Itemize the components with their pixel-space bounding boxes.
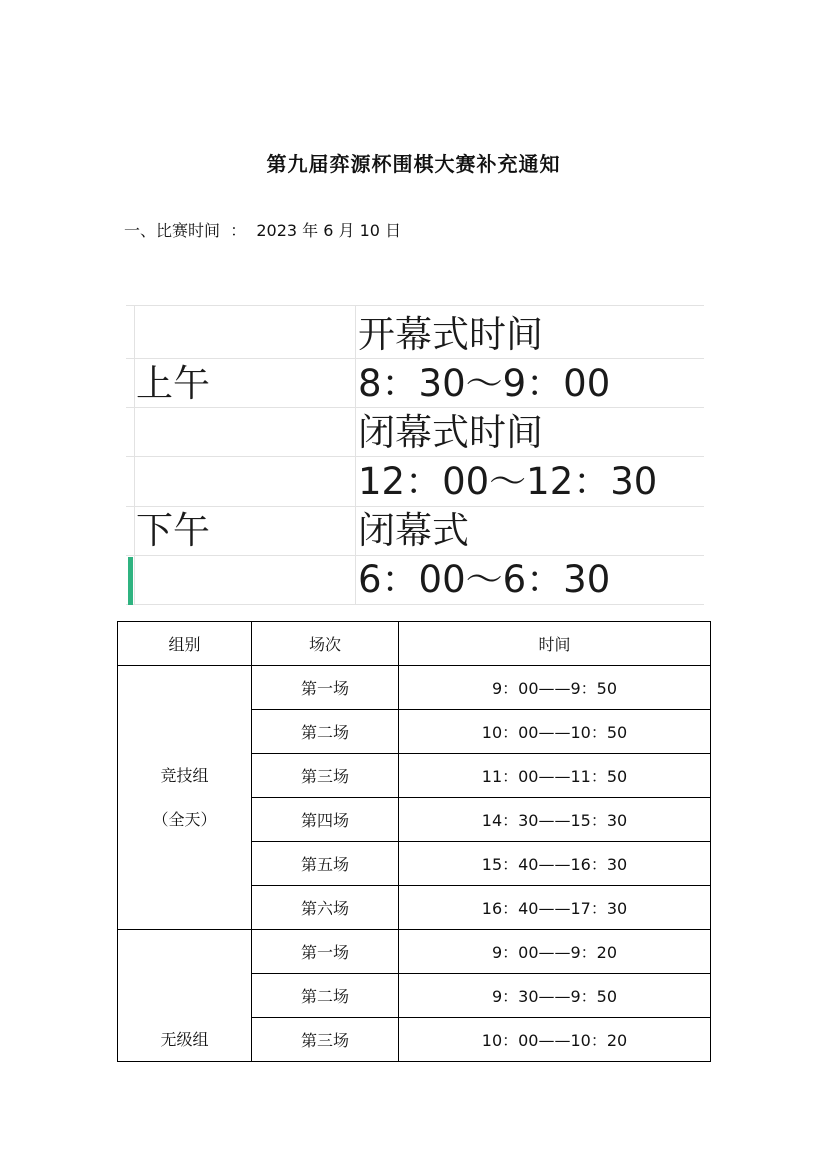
sheet-gridline — [126, 305, 704, 306]
table-header-row — [118, 622, 711, 666]
sheet-gridline — [126, 456, 704, 457]
sheet-closing-label: 闭幕式时间 — [358, 411, 543, 454]
schedule-table — [117, 621, 711, 1062]
sheet-opening-time: 8：30～9：00 — [358, 362, 611, 405]
time-cell: 9：00——9：20 — [399, 930, 711, 974]
sheet-closing-time: 12：00～12：30 — [358, 460, 658, 503]
sheet-gridline — [126, 604, 704, 605]
time-cell: 16：40——17：30 — [399, 886, 711, 930]
session-cell: 第三场 — [252, 1018, 399, 1062]
group-competitive — [118, 666, 252, 930]
section-match-time — [124, 218, 401, 241]
sheet-gridline — [126, 407, 704, 408]
sheet-closing-ceremony-label: 闭幕式 — [358, 509, 469, 552]
sheet-opening-label: 开幕式时间 — [358, 313, 543, 356]
sheet-afternoon-label: 下午 — [136, 509, 210, 552]
time-cell: 11：00——11：50 — [399, 754, 711, 798]
group-name: 竞技组 — [160, 765, 209, 785]
session-cell: 第五场 — [252, 842, 399, 886]
time-cell: 9：30——9：50 — [399, 974, 711, 1018]
header-session: 场次 — [252, 622, 399, 666]
header-time: 时间 — [399, 622, 711, 666]
sheet-gridline — [355, 305, 356, 605]
session-cell: 第二场 — [252, 710, 399, 754]
time-cell: 14：30——15：30 — [399, 798, 711, 842]
time-cell: 10：00——10：50 — [399, 710, 711, 754]
table-row — [118, 930, 711, 974]
sheet-gridline — [126, 358, 704, 359]
session-cell: 第一场 — [252, 666, 399, 710]
time-cell: 15：40——16：30 — [399, 842, 711, 886]
group-note: （全天） — [152, 809, 217, 829]
section-separator: ： — [230, 221, 247, 240]
time-cell: 9：00——9：50 — [399, 666, 711, 710]
group-unranked — [118, 930, 252, 1062]
table-row — [118, 666, 711, 710]
section-date: 2023 年 6 月 10 日 — [256, 221, 402, 240]
sheet-morning-label: 上午 — [136, 362, 210, 405]
time-sheet-image — [126, 305, 704, 605]
sheet-gridline — [126, 506, 704, 507]
sheet-selection-marker — [128, 557, 133, 605]
session-cell: 第三场 — [252, 754, 399, 798]
section-label: 一、比赛时间 — [124, 221, 221, 240]
session-cell: 第一场 — [252, 930, 399, 974]
session-cell: 第二场 — [252, 974, 399, 1018]
group-name: 无级组 — [160, 1030, 209, 1049]
header-group: 组别 — [118, 622, 252, 666]
session-cell: 第六场 — [252, 886, 399, 930]
document-title: 第九届弈源杯围棋大赛补充通知 — [266, 152, 561, 176]
session-cell: 第四场 — [252, 798, 399, 842]
sheet-closing-ceremony-time: 6：00～6：30 — [358, 558, 611, 601]
sheet-gridline — [126, 555, 704, 556]
sheet-gridline — [134, 305, 135, 605]
time-cell: 10：00——10：20 — [399, 1018, 711, 1062]
